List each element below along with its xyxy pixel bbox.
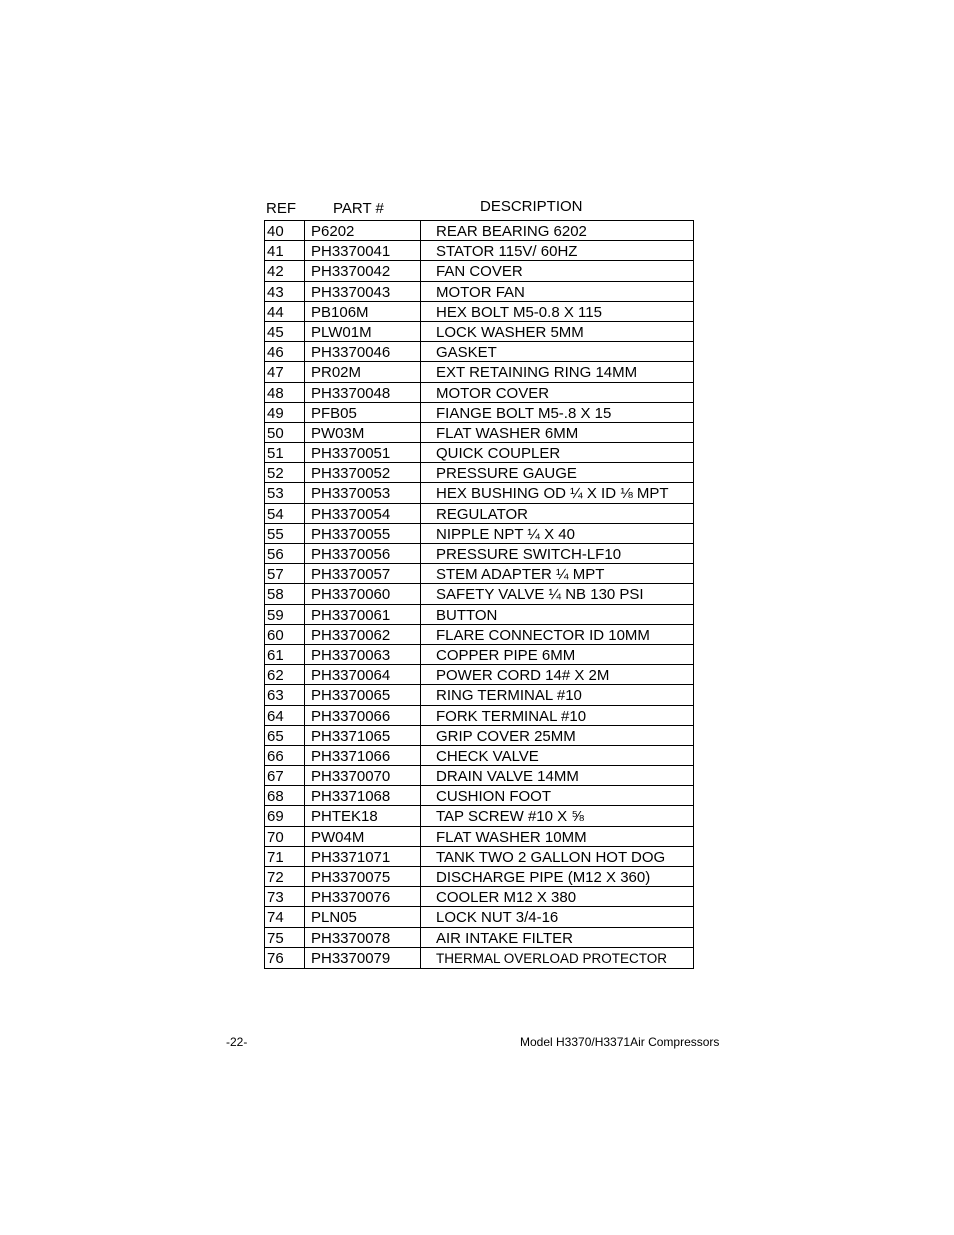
cell-part-number: PFB05 [305,403,421,422]
cell-part-number: PR02M [305,362,421,381]
table-row [265,625,693,645]
page-number: -22- [226,1035,248,1049]
table-row [265,221,693,241]
table-row [265,786,693,806]
table-row [265,605,693,625]
cell-ref: 71 [265,847,305,866]
cell-part-number: PH3370078 [305,928,421,947]
cell-description: HEX BUSHING OD ¼ X ID ⅛ MPT [436,485,669,503]
cell-ref: 61 [265,645,305,664]
cell-description: FLARE CONNECTOR ID 10MM [436,626,650,644]
table-row [265,423,693,443]
cell-ref: 60 [265,625,305,644]
cell-part-number: PH3370064 [305,665,421,684]
table-row [265,302,693,322]
cell-description: DRAIN VALVE 14MM [436,768,579,786]
table-row [265,706,693,726]
model-footer: Model H3370/H3371Air Compressors [520,1035,720,1049]
cell-part-number: PH3370048 [305,383,421,402]
cell-description: GRIP COVER 25MM [436,727,576,745]
cell-ref: 40 [265,221,305,240]
cell-description: STATOR 115V/ 60HZ [436,243,578,261]
cell-description: THERMAL OVERLOAD PROTECTOR [436,950,668,966]
cell-ref: 45 [265,322,305,341]
cell-description: REAR BEARING 6202 [436,223,587,240]
table-row [265,827,693,847]
table-row [265,928,693,948]
cell-ref: 59 [265,605,305,624]
cell-ref: 44 [265,302,305,321]
cell-part-number: PH3370053 [305,483,421,502]
cell-ref: 50 [265,423,305,442]
cell-ref: 56 [265,544,305,563]
cell-part-number: PH3370042 [305,261,421,280]
cell-description: HEX BOLT M5-0.8 X 115 [436,303,602,321]
cell-description: GASKET [436,344,497,362]
cell-ref: 43 [265,282,305,301]
cell-description: FLAT WASHER 6MM [436,424,579,442]
cell-part-number: PH3370052 [305,463,421,482]
table-row [265,342,693,362]
cell-ref: 51 [265,443,305,462]
cell-ref: 76 [265,948,305,968]
cell-ref: 65 [265,726,305,745]
cell-part-number: PH3371066 [305,746,421,765]
cell-part-number: PLN05 [305,907,421,926]
cell-description: PRESSURE SWITCH-LF10 [436,546,622,563]
cell-ref: 41 [265,241,305,260]
table-row [265,524,693,544]
cell-part-number: PH3370076 [305,887,421,906]
cell-description: EXT RETAINING RING 14MM [436,364,638,382]
table-row [265,948,693,968]
table-row [265,746,693,766]
cell-ref: 67 [265,766,305,785]
cell-description: FORK TERMINAL #10 [436,707,587,725]
cell-ref: 73 [265,887,305,906]
cell-part-number: PH3370041 [305,241,421,260]
table-row [265,322,693,342]
table-row [265,867,693,887]
table-row [265,847,693,867]
table-row [265,766,693,786]
cell-part-number: P6202 [305,221,421,240]
cell-description: REGULATOR [436,505,528,523]
cell-ref: 47 [265,362,305,381]
table-row [265,887,693,907]
cell-description: CHECK VALVE [436,747,539,765]
cell-description: SAFETY VALVE ¼ NB 130 PSI [436,586,644,604]
cell-description: BUTTON [436,606,498,624]
cell-description: RING TERMINAL #10 [436,687,582,705]
table-row [265,645,693,665]
cell-description: QUICK COUPLER [436,445,561,463]
cell-ref: 70 [265,827,305,846]
table-row [265,383,693,403]
cell-ref: 58 [265,584,305,603]
cell-ref: 55 [265,524,305,543]
cell-description: DISCHARGE PIPE (M12 X 360) [436,869,651,886]
cell-part-number: PH3370063 [305,645,421,664]
cell-part-number: PH3370051 [305,443,421,462]
table-row [265,362,693,382]
cell-ref: 74 [265,907,305,926]
table-header [264,198,694,218]
table-row [265,806,693,826]
cell-ref: 46 [265,342,305,361]
cell-ref: 49 [265,403,305,422]
cell-description: COOLER M12 X 380 [436,889,577,907]
header-description: DESCRIPTION [480,198,583,215]
cell-part-number: PHTEK18 [305,806,421,825]
cell-part-number: PW04M [305,827,421,846]
cell-description: PRESSURE GAUGE [436,465,577,483]
cell-ref: 75 [265,928,305,947]
cell-part-number: PH3371068 [305,786,421,805]
cell-description: LOCK WASHER 5MM [436,323,584,341]
cell-part-number: PH3370060 [305,584,421,603]
cell-part-number: PH3370070 [305,766,421,785]
table-row [265,483,693,503]
cell-part-number: PH3370065 [305,685,421,704]
table-row [265,463,693,483]
table-row [265,564,693,584]
parts-table [264,220,694,969]
cell-description: NIPPLE NPT ¼ X 40 [436,525,575,543]
cell-part-number: PH3370054 [305,504,421,523]
cell-ref: 66 [265,746,305,765]
cell-part-number: PB106M [305,302,421,321]
cell-part-number: PH3370046 [305,342,421,361]
cell-description: FAN COVER [436,263,523,281]
cell-description: LOCK NUT 3/4-16 [436,909,559,927]
cell-part-number: PH3370066 [305,706,421,725]
table-row [265,544,693,564]
cell-ref: 53 [265,483,305,502]
cell-ref: 57 [265,564,305,583]
cell-description: TANK TWO 2 GALLON HOT DOG [436,848,666,866]
table-row [265,504,693,524]
cell-ref: 69 [265,806,305,825]
table-row [265,403,693,423]
table-row [265,726,693,746]
table-row [265,665,693,685]
cell-description: COPPER PIPE 6MM [436,646,576,664]
cell-description: STEM ADAPTER ¼ MPT [436,566,605,584]
cell-ref: 62 [265,665,305,684]
cell-part-number: PH3370057 [305,564,421,583]
cell-ref: 52 [265,463,305,482]
cell-description: MOTOR COVER [436,384,550,402]
cell-description: FIANGE BOLT M5-.8 X 15 [436,404,612,422]
cell-ref: 64 [265,706,305,725]
cell-part-number: PH3370075 [305,867,421,886]
cell-ref: 54 [265,504,305,523]
cell-part-number: PH3370055 [305,524,421,543]
table-row [265,443,693,463]
cell-ref: 68 [265,786,305,805]
cell-description: TAP SCREW #10 X ⅝ [436,808,584,826]
cell-part-number: PLW01M [305,322,421,341]
cell-description: POWER CORD 14# X 2M [436,667,610,685]
cell-part-number: PW03M [305,423,421,442]
cell-description: MOTOR FAN [436,283,525,301]
header-part: PART # [333,200,384,217]
table-row [265,282,693,302]
table-row [265,685,693,705]
cell-part-number: PH3371071 [305,847,421,866]
header-ref: REF [266,200,296,217]
cell-ref: 72 [265,867,305,886]
cell-part-number: PH3370079 [305,948,421,968]
table-row [265,241,693,261]
cell-part-number: PH3370056 [305,544,421,563]
cell-part-number: PH3371065 [305,726,421,745]
table-row [265,584,693,604]
cell-description: AIR INTAKE FILTER [436,929,573,947]
cell-ref: 48 [265,383,305,402]
cell-part-number: PH3370043 [305,282,421,301]
cell-ref: 63 [265,685,305,704]
cell-ref: 42 [265,261,305,280]
cell-part-number: PH3370061 [305,605,421,624]
cell-part-number: PH3370062 [305,625,421,644]
table-row [265,907,693,927]
cell-description: CUSHION FOOT [436,788,551,806]
cell-description: FLAT WASHER 10MM [436,828,587,846]
table-row [265,261,693,281]
